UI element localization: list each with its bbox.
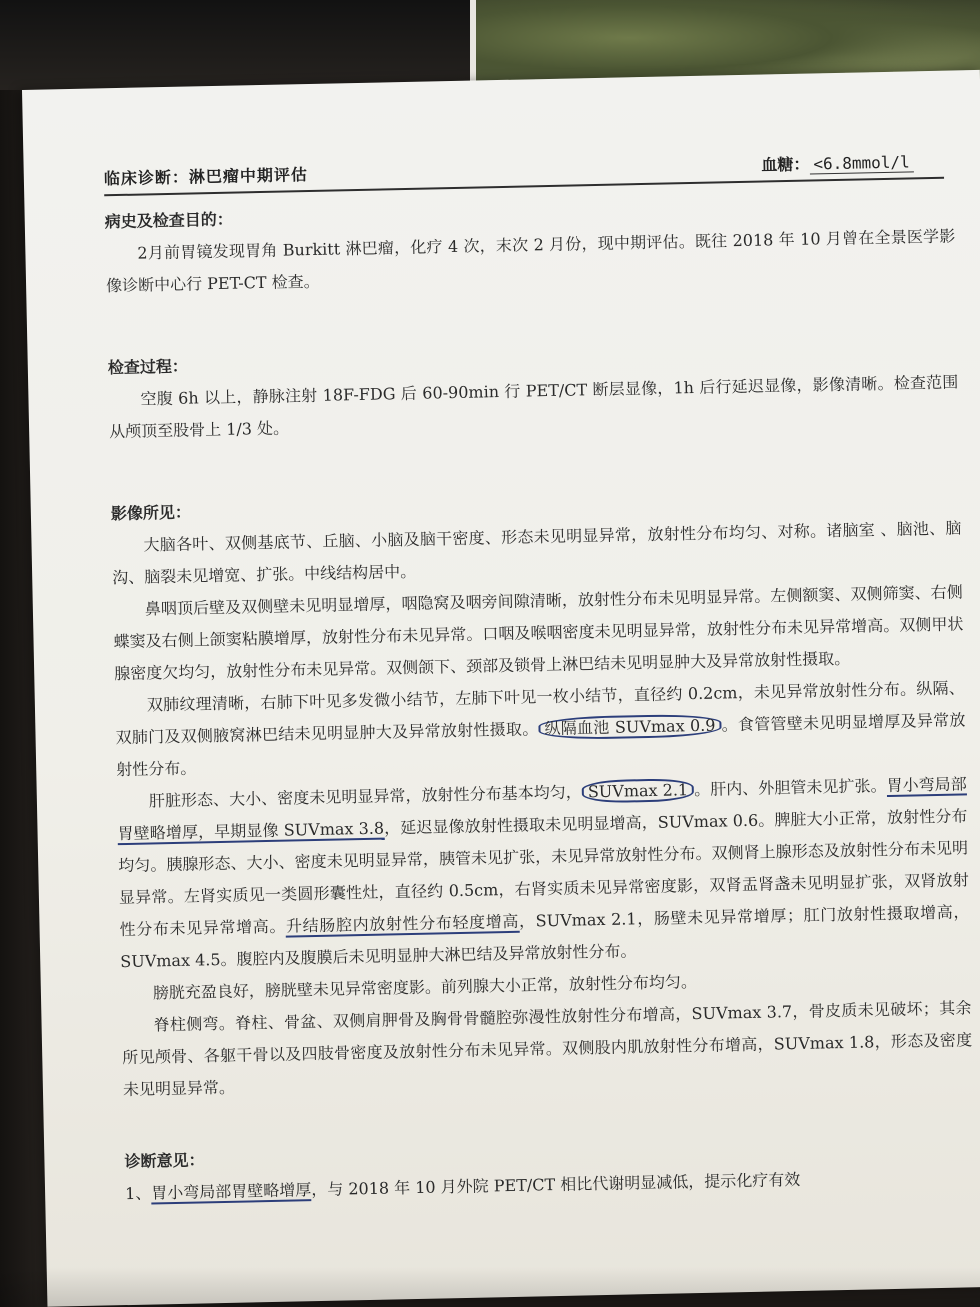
findings-abdomen-text: 肝脏形态、大小、密度未见明显异常，放射性分布基本均匀， (148, 782, 583, 811)
diagnosis-item-text: ，与 2018 年 10 月外院 PET/CT 相比代谢明显减低，提示化疗有效 (311, 1169, 801, 1200)
findings-abdomen-text-3: ，延迟显像放射性摄取未见明显增高，SUVmax 0.6。脾脏大小正常，放射性分布均匀。胰腺形态、大小、密度未见明显异常，胰管未见扩张，未见异常放射性分布。双侧肾上腺形态及放射性分布未见明显异常。左肾实质见一类圆形囊性灶，直径约 0.5cm，右肾实质未见异常密度影，双肾盂肾盏未见明显扩张，双肾放射性分布未见异常增高。 (118, 806, 969, 940)
glucose-label: 血糖： (761, 154, 810, 175)
blood-glucose (761, 149, 914, 175)
liver-suv-circled: SUVmax 2.1 (582, 778, 695, 803)
findings-abdomen (117, 768, 971, 978)
findings-chest (115, 672, 967, 786)
findings-chest-text-2: 。食管管壁未见明显增厚及异常放射性分布。 (116, 710, 966, 780)
diagnosis-item-number: 1、 (124, 1183, 152, 1204)
findings-pelvis: 膀胱充盈良好，膀胱壁未见异常密度影。前列腺大小正常，放射性分布均匀。 (152, 972, 698, 1003)
glucose-value: <6.8mmol/l (809, 152, 914, 174)
clinical-diagnosis-label: 临床诊断： (103, 167, 190, 189)
findings-abdomen-text-2: 。肝内、外胆管未见扩张。 (693, 776, 887, 800)
report-header (103, 143, 944, 197)
diagnosis-title: 诊断意见： (124, 1150, 205, 1172)
findings-abdomen-text-4: ，SUVmax 2.1，肠壁未见异常增厚；肛门放射性摄取增高，SUVmax 4.5。腹腔内及腹膜后未见明显肿大淋巴结及异常放射性分布。 (120, 902, 970, 972)
diagnosis-item-underlined: 胃小弯局部胃壁略增厚 (151, 1180, 312, 1203)
stomach-finding-underlined: 胃小弯局部胃壁略增厚，早期显像 SUVmax 3.8 (117, 774, 967, 844)
clinical-diagnosis (104, 162, 308, 189)
findings-title: 影像所见： (110, 502, 192, 524)
report-paper (22, 70, 980, 1307)
history-text: 2月前胃镜发现胃角 Burkitt 淋巴瘤，化疗 4 次，末次 2 月份，现中期评估。既往 2018 年 10 月曾在全景医学影像诊断中心行 PET-CT 检查。 (105, 226, 956, 296)
findings-head-neck: 鼻咽顶后壁及双侧壁未见明显增厚，咽隐窝及咽旁间隙清晰，放射性分布未见明显异常。左侧额窦、双侧筛窦、右侧蝶窦及右侧上颌窦粘膜增厚，放射性分布未见异常。口咽及喉咽密度未见明显异常，放射性分布未见异常增高。双侧甲状腺密度欠均匀，放射性分布未见异常。双侧颌下、颈部及锁骨上淋巴结未见明显肿大及异常放射性摄取。 (113, 582, 964, 684)
mediastinal-suv-circled: 纵隔血池 SUVmax 0.9 (538, 713, 721, 740)
findings-skeleton: 脊柱侧弯。脊柱、骨盆、双侧肩胛骨及胸骨骨髓腔弥漫性放射性分布增高，SUVmax 3.7，骨皮质未见破坏；其余所见颅骨、各躯干骨以及四肢骨密度及放射性分布未见异常。双侧股内肌放射性分布增高，SUVmax 1.8，形态及密度未见明显异常。 (122, 998, 973, 1100)
history-title: 病史及检查目的： (104, 209, 233, 232)
clinical-diagnosis-value: 淋巴瘤中期评估 (188, 165, 309, 187)
procedure-text: 空腹 6h 以上，静脉注射 18F-FDG 后 60-90min 行 PET/CT 断层显像，1h 后行延迟显像，影像清晰。检查范围从颅顶至股骨上 1/3 处。 (108, 372, 959, 442)
findings-chest-text: 双肺纹理清晰，右肺下叶见多发微小结节，左肺下叶见一枚小结节，直径约 0.2cm，未见异常放射性分布。纵隔、双肺门及双侧腋窝淋巴结未见明显肿大及异常放射性摄取。 (115, 678, 965, 748)
findings-brain: 大脑各叶、双侧基底节、丘脑、小脑及脑干密度、形态未见明显异常，放射性分布均匀、对称。诸脑室 、脑池、脑沟、脑裂未见增宽、扩张。中线结构居中。 (112, 518, 962, 588)
colon-finding-underlined: 升结肠腔内放射性分布轻度增高 (285, 911, 520, 936)
procedure-title: 检查过程： (107, 356, 189, 378)
report-body (104, 188, 975, 1210)
